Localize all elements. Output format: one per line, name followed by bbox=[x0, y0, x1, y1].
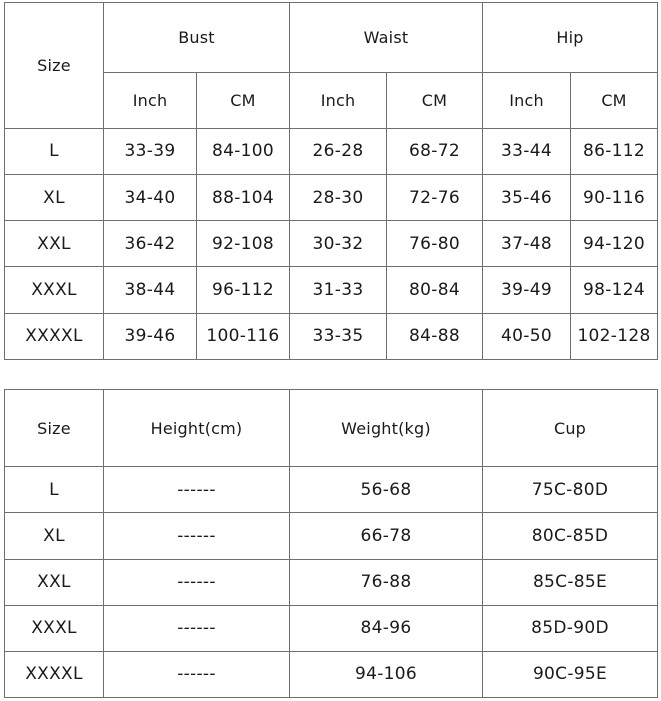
bust-inch-cell: 36-42 bbox=[104, 221, 197, 267]
table-row bbox=[5, 605, 658, 651]
waist-cm-cell: 68-72 bbox=[387, 128, 483, 174]
cup-cell: 90C-95E bbox=[483, 651, 658, 697]
hip-inch-cell: 37-48 bbox=[483, 221, 571, 267]
waist-cm-cell: 84-88 bbox=[387, 313, 483, 359]
waist-cm-cell: 80-84 bbox=[387, 267, 483, 313]
header-row bbox=[5, 3, 658, 73]
hip-cm-cell: 94-120 bbox=[571, 221, 658, 267]
cup-cell: 85C-85E bbox=[483, 559, 658, 605]
bust-inch-cell: 39-46 bbox=[104, 313, 197, 359]
measurements-table bbox=[4, 2, 658, 360]
size-cell: XXL bbox=[5, 559, 104, 605]
size-cell: XXXXL bbox=[5, 313, 104, 359]
waist-cm-cell: 72-76 bbox=[387, 174, 483, 220]
waist-inch-cell: 30-32 bbox=[290, 221, 387, 267]
weight-cell: 94-106 bbox=[290, 651, 483, 697]
waist-inch-cell: 33-35 bbox=[290, 313, 387, 359]
bust-inch-header: Inch bbox=[104, 73, 197, 128]
waist-cm-cell: 76-80 bbox=[387, 221, 483, 267]
table-row bbox=[5, 513, 658, 559]
size-cell: XXXL bbox=[5, 267, 104, 313]
header-row bbox=[5, 390, 658, 467]
waist-header: Waist bbox=[290, 3, 483, 73]
size-cell: L bbox=[5, 128, 104, 174]
size-cell: L bbox=[5, 467, 104, 513]
bust-cm-cell: 100-116 bbox=[197, 313, 290, 359]
hip-inch-cell: 39-49 bbox=[483, 267, 571, 313]
weight-cell: 84-96 bbox=[290, 605, 483, 651]
size-cell: XXL bbox=[5, 221, 104, 267]
hip-cm-cell: 98-124 bbox=[571, 267, 658, 313]
bust-inch-cell: 34-40 bbox=[104, 174, 197, 220]
cup-cell: 75C-80D bbox=[483, 467, 658, 513]
table-row bbox=[5, 313, 658, 359]
size-cell: XL bbox=[5, 174, 104, 220]
size-header: Size bbox=[5, 3, 104, 129]
cup-cell: 85D-90D bbox=[483, 605, 658, 651]
hip-cm-cell: 102-128 bbox=[571, 313, 658, 359]
table-row bbox=[5, 559, 658, 605]
table-row bbox=[5, 128, 658, 174]
table-row bbox=[5, 651, 658, 697]
table-row bbox=[5, 221, 658, 267]
bust-header: Bust bbox=[104, 3, 290, 73]
table-row bbox=[5, 267, 658, 313]
waist-cm-header: CM bbox=[387, 73, 483, 128]
hip-inch-cell: 33-44 bbox=[483, 128, 571, 174]
height-cell: ------ bbox=[104, 513, 290, 559]
height-weight-cup-table bbox=[4, 389, 658, 698]
height-header: Height(cm) bbox=[104, 390, 290, 467]
hip-inch-header: Inch bbox=[483, 73, 571, 128]
size-header: Size bbox=[5, 390, 104, 467]
weight-cell: 56-68 bbox=[290, 467, 483, 513]
hip-inch-cell: 35-46 bbox=[483, 174, 571, 220]
bust-cm-cell: 84-100 bbox=[197, 128, 290, 174]
height-cell: ------ bbox=[104, 605, 290, 651]
table-row bbox=[5, 174, 658, 220]
hip-header: Hip bbox=[483, 3, 658, 73]
table-row bbox=[5, 467, 658, 513]
waist-inch-cell: 31-33 bbox=[290, 267, 387, 313]
weight-header: Weight(kg) bbox=[290, 390, 483, 467]
bust-inch-cell: 38-44 bbox=[104, 267, 197, 313]
weight-cell: 66-78 bbox=[290, 513, 483, 559]
bust-cm-cell: 92-108 bbox=[197, 221, 290, 267]
waist-inch-cell: 28-30 bbox=[290, 174, 387, 220]
bust-cm-cell: 88-104 bbox=[197, 174, 290, 220]
bust-cm-cell: 96-112 bbox=[197, 267, 290, 313]
size-cell: XXXXL bbox=[5, 651, 104, 697]
cup-header: Cup bbox=[483, 390, 658, 467]
cup-cell: 80C-85D bbox=[483, 513, 658, 559]
height-cell: ------ bbox=[104, 559, 290, 605]
waist-inch-cell: 26-28 bbox=[290, 128, 387, 174]
bust-inch-cell: 33-39 bbox=[104, 128, 197, 174]
weight-cell: 76-88 bbox=[290, 559, 483, 605]
hip-cm-cell: 90-116 bbox=[571, 174, 658, 220]
size-cell: XXXL bbox=[5, 605, 104, 651]
height-cell: ------ bbox=[104, 651, 290, 697]
hip-inch-cell: 40-50 bbox=[483, 313, 571, 359]
size-cell: XL bbox=[5, 513, 104, 559]
height-cell: ------ bbox=[104, 467, 290, 513]
bust-cm-header: CM bbox=[197, 73, 290, 128]
waist-inch-header: Inch bbox=[290, 73, 387, 128]
hip-cm-header: CM bbox=[571, 73, 658, 128]
hip-cm-cell: 86-112 bbox=[571, 128, 658, 174]
